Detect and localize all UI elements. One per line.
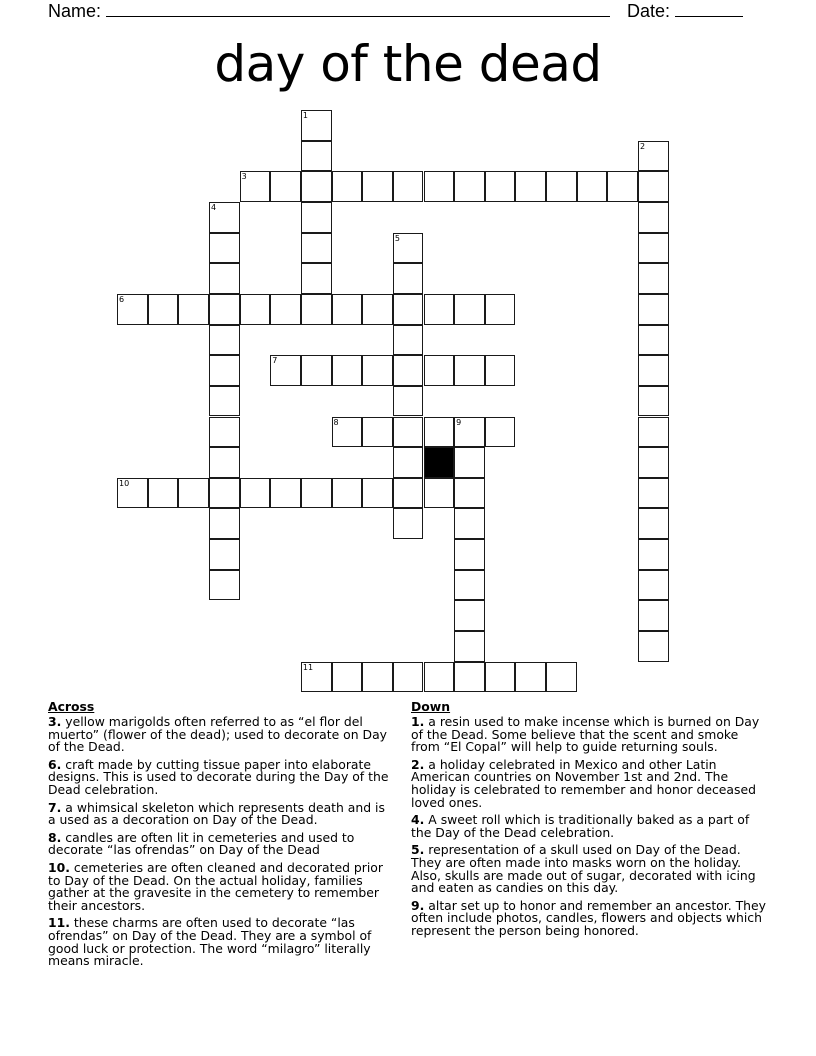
grid-cell[interactable]	[301, 662, 332, 693]
grid-cell[interactable]	[454, 355, 485, 386]
grid-cell[interactable]	[424, 294, 455, 325]
clue-number: 6.	[48, 756, 62, 772]
grid-cell[interactable]	[148, 294, 179, 325]
grid-cell[interactable]	[270, 478, 301, 509]
grid-cell[interactable]	[301, 141, 332, 172]
grid-cell[interactable]	[332, 171, 363, 202]
grid-cell[interactable]	[424, 478, 455, 509]
clue-number-label: 2	[640, 141, 646, 151]
grid-cell[interactable]	[209, 417, 240, 448]
clue-number: 11.	[48, 915, 70, 931]
clue-text: yellow marigolds often referred to as “el flor del muerto” (flower of the dead); used to decorate on Day of the Dead.	[48, 714, 387, 755]
clue-number: 1.	[411, 714, 425, 729]
grid-cell[interactable]	[332, 294, 363, 325]
grid-cell[interactable]	[607, 171, 638, 202]
clue-number: 8.	[48, 829, 62, 845]
grid-cell[interactable]	[393, 325, 424, 356]
grid-cell[interactable]	[393, 355, 424, 386]
grid-cell[interactable]	[454, 600, 485, 631]
grid-cell[interactable]	[485, 662, 516, 693]
grid-cell[interactable]	[362, 294, 393, 325]
clue-number-label: 1	[302, 111, 308, 120]
grid-cell[interactable]	[362, 417, 393, 448]
clue-number: 3.	[48, 714, 62, 729]
clue-number: 7.	[48, 799, 62, 815]
grid-cell[interactable]	[424, 662, 455, 693]
grid-cell[interactable]	[332, 478, 363, 509]
clue-across-8	[48, 829, 396, 858]
clue-text: a holiday celebrated in Mexico and other Latin American countries on November 1st and 2nd. The holiday is celebrated to remember and honor deceased loved ones.	[411, 756, 756, 810]
clue-down-5	[411, 844, 771, 894]
down-heading: Down	[411, 699, 451, 714]
grid-cell[interactable]	[485, 417, 516, 448]
clue-text: cemeteries are often cleaned and decorated prior to Day of the Dead. On the actual holiday, families gather at the gravesite in the cemetery to remember their ancestors.	[48, 859, 383, 913]
grid-cell[interactable]	[638, 263, 669, 294]
grid-cell[interactable]	[301, 263, 332, 294]
grid-cell[interactable]	[515, 662, 546, 693]
clue-across-10	[48, 859, 396, 913]
clue-down-4	[411, 814, 771, 839]
clue-number: 10.	[48, 859, 70, 875]
grid-cell[interactable]	[117, 478, 148, 509]
page-title: day of the dead	[214, 35, 602, 93]
grid-cell[interactable]	[638, 600, 669, 631]
grid-cell[interactable]	[301, 202, 332, 233]
grid-cell[interactable]	[209, 263, 240, 294]
grid-cell[interactable]	[424, 355, 455, 386]
clue-number-label: 7	[272, 356, 278, 366]
grid-cell[interactable]	[393, 386, 424, 417]
grid-cell[interactable]	[209, 539, 240, 570]
grid-cell[interactable]	[485, 171, 516, 202]
grid-cell[interactable]	[301, 110, 332, 141]
clue-down-9	[411, 897, 771, 938]
grid-cell[interactable]	[454, 417, 485, 448]
grid-cell[interactable]	[454, 294, 485, 325]
clue-across-3	[48, 716, 396, 754]
grid-cell[interactable]	[301, 478, 332, 509]
grid-cell[interactable]	[301, 233, 332, 264]
grid-cell[interactable]	[424, 417, 455, 448]
grid-cell[interactable]	[515, 171, 546, 202]
grid-cell[interactable]	[117, 294, 148, 325]
grid-cell[interactable]	[240, 478, 271, 509]
grid-cell[interactable]	[393, 263, 424, 294]
grid-cell[interactable]	[393, 233, 424, 264]
grid-cell[interactable]	[638, 202, 669, 233]
down-clues	[411, 700, 771, 943]
grid-cell[interactable]	[454, 447, 485, 478]
clue-text: a resin used to make incense which is burned on Day of the Dead. Some believe that the scent and smoke from “El Copal” will help to guide returning souls.	[411, 714, 760, 755]
clue-number-label: 5	[394, 233, 400, 243]
grid-cell[interactable]	[362, 662, 393, 693]
grid-cell[interactable]	[454, 662, 485, 693]
clue-number-label: 11	[302, 662, 314, 672]
grid-cell[interactable]	[332, 417, 363, 448]
grid-cell[interactable]	[638, 417, 669, 448]
clue-text: these charms are often used to decorate “las ofrendas” on Day of the Dead. They are a symbol of good luck or protection. The word “milagro” literally means miracle.	[48, 915, 372, 969]
grid-cell[interactable]	[393, 478, 424, 509]
clue-text: candles are often lit in cemeteries and used to decorate “las ofrendas” on Day of the Dead	[48, 829, 355, 858]
grid-cell[interactable]	[638, 355, 669, 386]
grid-cell[interactable]	[638, 447, 669, 478]
grid-cell[interactable]	[393, 508, 424, 539]
grid-cell[interactable]	[178, 478, 209, 509]
grid-cell[interactable]	[393, 662, 424, 693]
grid-cell[interactable]	[638, 325, 669, 356]
black-cell	[424, 447, 455, 478]
clue-across-11	[48, 917, 396, 967]
grid-cell[interactable]	[148, 478, 179, 509]
clue-number: 5.	[411, 842, 425, 858]
grid-cell[interactable]	[301, 355, 332, 386]
grid-cell[interactable]	[270, 171, 301, 202]
clue-text: craft made by cutting tissue paper into elaborate designs. This is used to decorate during the Day of the Dead celebration.	[48, 756, 389, 797]
grid-cell[interactable]	[178, 294, 209, 325]
grid-cell[interactable]	[393, 417, 424, 448]
grid-cell[interactable]	[270, 294, 301, 325]
grid-cell[interactable]	[638, 233, 669, 264]
clue-number-label: 9	[456, 417, 462, 427]
grid-cell[interactable]	[638, 570, 669, 601]
grid-cell[interactable]	[301, 171, 332, 202]
clue-number-label: 10	[119, 478, 130, 488]
clue-number: 9.	[411, 897, 425, 913]
grid-cell[interactable]	[393, 171, 424, 202]
grid-cell[interactable]	[638, 171, 669, 202]
grid-cell[interactable]	[209, 508, 240, 539]
grid-cell[interactable]	[638, 141, 669, 172]
grid-cell[interactable]	[454, 508, 485, 539]
grid-cell[interactable]	[393, 447, 424, 478]
grid-cell[interactable]	[485, 294, 516, 325]
grid-cell[interactable]	[209, 233, 240, 264]
grid-cell[interactable]	[362, 171, 393, 202]
grid-cell[interactable]	[546, 171, 577, 202]
date-label: Date:	[627, 1, 671, 21]
clue-across-7	[48, 799, 396, 828]
grid-cell[interactable]	[270, 355, 301, 386]
grid-cell[interactable]	[454, 539, 485, 570]
clue-number-label: 4	[210, 202, 217, 212]
grid-cell[interactable]	[454, 478, 485, 509]
grid-cell[interactable]	[209, 570, 240, 601]
grid-cell[interactable]	[209, 294, 240, 325]
grid-cell[interactable]	[454, 171, 485, 202]
grid-cell[interactable]	[393, 294, 424, 325]
grid-cell[interactable]	[638, 294, 669, 325]
grid-cell[interactable]	[638, 539, 669, 570]
grid-cell[interactable]	[362, 355, 393, 386]
across-clues	[48, 700, 396, 973]
clue-text: A sweet roll which is traditionally baked as a part of the Day of the Dead celebration.	[411, 812, 750, 840]
clue-text: a whimsical skeleton which represents death and is a used as a decoration on Day of the Dead.	[48, 799, 385, 828]
clue-number-label: 3	[241, 172, 247, 182]
grid-cell[interactable]	[240, 294, 271, 325]
clue-across-6	[48, 756, 396, 797]
across-heading: Across	[48, 699, 95, 714]
clue-number: 2.	[411, 756, 425, 772]
grid-cell[interactable]	[332, 355, 363, 386]
grid-cell[interactable]	[546, 662, 577, 693]
name-label: Name:	[48, 1, 102, 21]
grid-cell[interactable]	[332, 662, 363, 693]
grid-cell[interactable]	[424, 171, 455, 202]
grid-cell[interactable]	[454, 570, 485, 601]
grid-cell[interactable]	[577, 171, 608, 202]
grid-cell[interactable]	[638, 478, 669, 509]
clue-down-1	[411, 716, 771, 754]
grid-cell[interactable]	[209, 447, 240, 478]
grid-cell[interactable]	[209, 478, 240, 509]
clue-number: 4.	[411, 812, 425, 828]
grid-cell[interactable]	[638, 631, 669, 662]
grid-cell[interactable]	[209, 355, 240, 386]
grid-cell[interactable]	[638, 508, 669, 539]
clue-text: representation of a skull used on Day of the Dead. They are often made into masks worn on the holiday. Also, skulls are made out of sugar, decorated with icing and eaten as candies on this day.	[411, 842, 756, 896]
grid-cell[interactable]	[240, 171, 271, 202]
grid-cell[interactable]	[301, 294, 332, 325]
clue-down-2	[411, 756, 771, 810]
grid-cell[interactable]	[209, 325, 240, 356]
clue-number-label: 6	[119, 294, 125, 304]
grid-cell[interactable]	[454, 631, 485, 662]
clue-number-label: 8	[333, 417, 339, 427]
grid-cell[interactable]	[485, 355, 516, 386]
grid-cell[interactable]	[209, 202, 240, 233]
grid-cell[interactable]	[362, 478, 393, 509]
clue-text: altar set up to honor and remember an ancestor. They often include photos, candles, flowers and objects which represent the person being honored.	[411, 897, 766, 938]
grid-cell[interactable]	[209, 386, 240, 417]
grid-cell[interactable]	[638, 386, 669, 417]
